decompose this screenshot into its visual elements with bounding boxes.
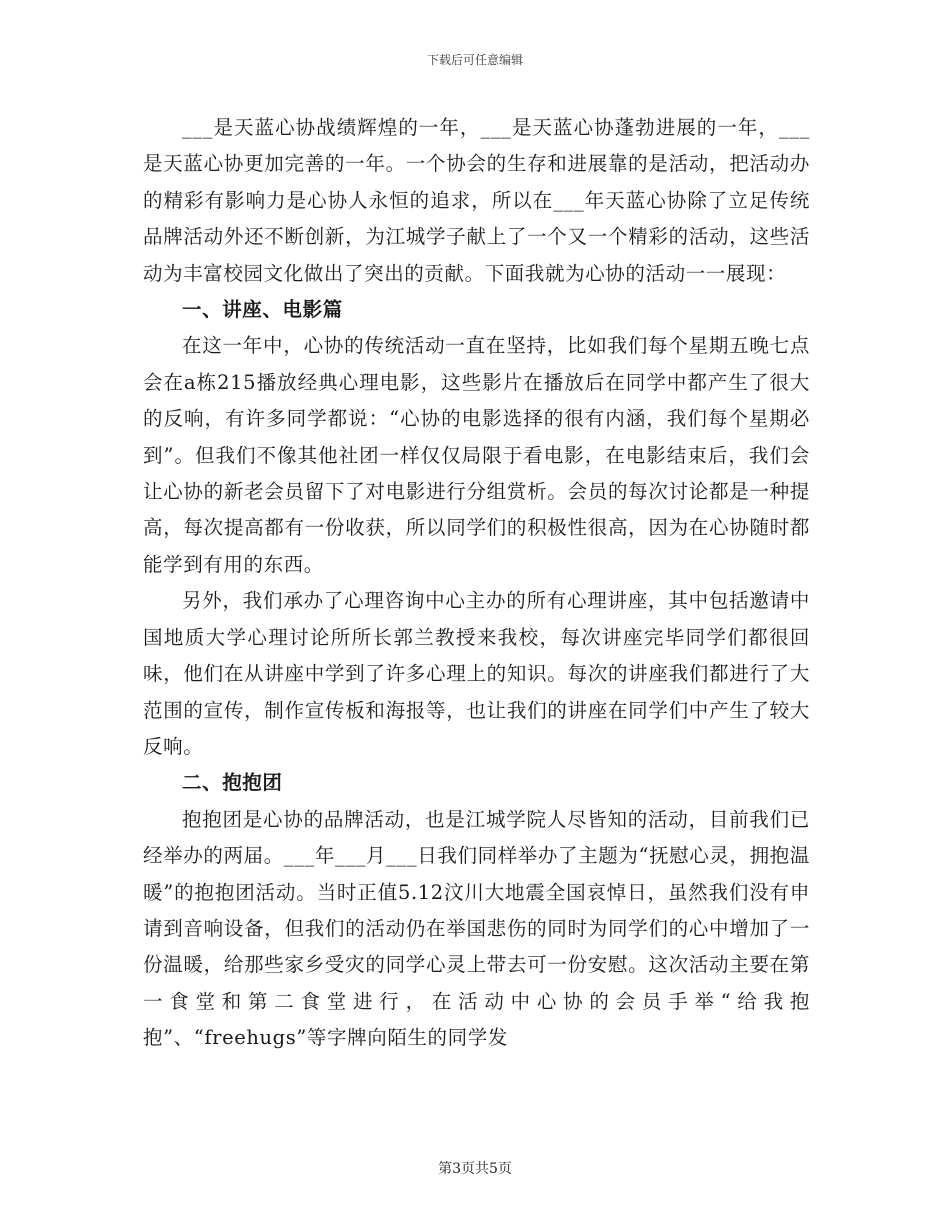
intro-paragraph: ___是天蓝心协战绩辉煌的一年，___是天蓝心协蓬勃进展的一年，___是天蓝心协更加完善的一年。一个协会的生存和进展靠的是活动，把活动办的精彩有影响力是心协人永恒的追求，所以在___年天蓝心协除了立足传统品牌活动外还不断创新，为江城学子献上了一个又一个精彩的活动，这些活动为丰富校园文化做出了突出的贡献。下面我就为心协的活动一一展现： [143, 116, 810, 285]
section-heading-lectures-movies: 一、讲座、电影篇 [182, 298, 343, 322]
paragraph: 在这一年中，心协的传统活动一直在坚持，比如我们每个星期五晚七点会在a栋215播放经典心理电影，这些影片在播放后在同学中都产生了很大的反响，有许多同学都说：“心协的电影选择的很有内涵，我们每个星期必到”。但我们不像其他社团一样仅仅局限于看电影，在电影结束后，我们会让心协的新老会员留下了对电影进行分组赏析。会员的每次讨论都是一种提高，每次提高都有一份收获，所以同学们的积极性很高，因为在心协随时都能学到有用的东西。 [143, 334, 810, 576]
document-body [143, 110, 810, 1057]
page-header: 下载后可任意编辑 [426, 53, 523, 67]
section-heading-hug-group: 二、抱抱团 [182, 771, 283, 795]
page-number: 第3页共5页 [438, 1161, 512, 1177]
paragraph: 抱抱团是心协的品牌活动，也是江城学院人尽皆知的活动，目前我们已经举办的两届。___年___月___日我们同样举办了主题为“抚慰心灵，拥抱温暖”的抱抱团活动。当时正值5.12汶川大地震全国哀悼日，虽然我们没有申请到音响设备，但我们的活动仍在举国悲伤的同时为同学们的心中增加了一份温暖，给那些家乡受灾的同学心灵上带去可一份安慰。这次活动主要在第一食堂和第二食堂进行，在活动中心协的会员手举“给我抱抱”、“freehugs”等字牌向陌生的同学发 [143, 807, 810, 1050]
paragraph: 另外，我们承办了心理咨询中心主办的所有心理讲座，其中包括邀请中国地质大学心理讨论所所长郭兰教授来我校，每次讲座完毕同学们都很回味，他们在从讲座中学到了许多心理上的知识。每次的讲座我们都进行了大范围的宣传，制作宣传板和海报等，也让我们的讲座在同学们中产生了较大反响。 [143, 589, 810, 758]
